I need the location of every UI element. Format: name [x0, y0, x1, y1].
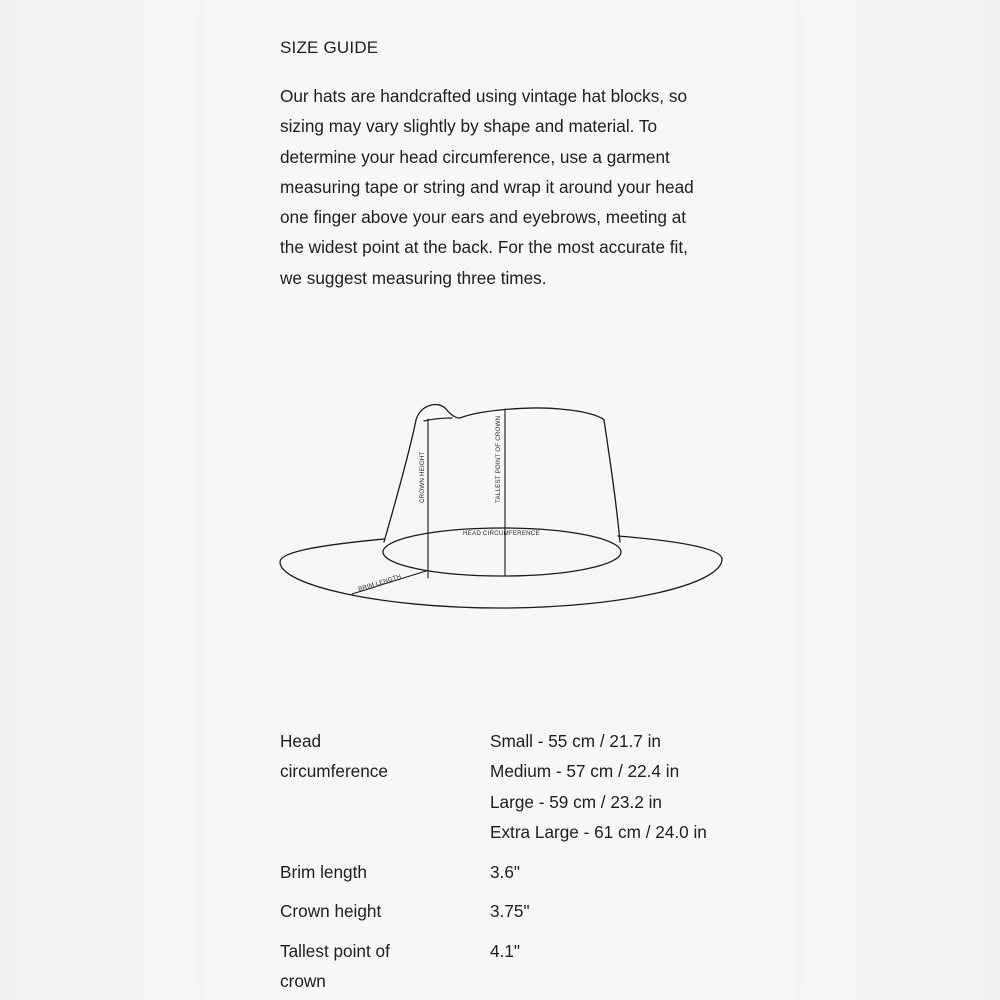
crown-height-label: CROWN HEIGHT — [419, 451, 426, 503]
intro-paragraph — [280, 81, 730, 293]
spec-value-head-circumference — [490, 726, 707, 847]
hat-diagram — [270, 395, 730, 620]
spec-label-line: crown — [280, 971, 326, 992]
intro-line: the widest point at the back. For the most accurate fit, — [280, 237, 688, 258]
spec-label-line: Crown height — [280, 901, 382, 921]
size-option: Extra Large - 61 cm / 24.0 in — [490, 821, 707, 842]
spec-label-line: Brim length — [280, 862, 367, 882]
spec-value-tallest-point — [490, 936, 520, 966]
spec-label-line: circumference — [280, 761, 388, 782]
size-option: Small - 55 cm / 21.7 in — [490, 731, 661, 751]
spec-value-line: 4.1" — [490, 941, 520, 961]
hat-crown-right-side — [604, 420, 620, 542]
intro-line: we suggest measuring three times. — [280, 267, 547, 288]
intro-line: one finger above your ears and eyebrows, meeting at — [280, 207, 687, 228]
head-circumference-label: HEAD CIRCUMFERENCE — [463, 530, 540, 537]
size-option: Medium - 57 cm / 22.4 in — [490, 761, 680, 782]
size-option: Large - 59 cm / 23.2 in — [490, 791, 662, 812]
hat-crown-left-side — [384, 420, 416, 542]
spec-label-tallest-point — [280, 936, 390, 997]
brim-length-label: BRIM LENGTH — [357, 573, 403, 593]
hat-brim-outline — [280, 536, 722, 608]
spec-label-head-circumference — [280, 726, 388, 787]
spec-label-line: Tallest point of — [280, 941, 390, 961]
spec-label-crown-height — [280, 896, 381, 926]
spec-value-line: 3.6" — [490, 862, 520, 882]
spec-value-line: 3.75" — [490, 901, 530, 921]
spec-label-brim-length — [280, 857, 367, 887]
spec-value-crown-height — [490, 896, 530, 926]
spec-value-brim-length — [490, 857, 520, 887]
intro-line: determine your head circumference, use a garment — [280, 146, 670, 167]
spec-label-line: Head — [280, 731, 322, 751]
intro-line: measuring tape or string and wrap it around your head — [280, 176, 694, 197]
page-title: SIZE GUIDE — [280, 38, 379, 57]
intro-line: sizing may vary slightly by shape and material. To — [280, 116, 658, 137]
intro-line: Our hats are handcrafted using vintage hat blocks, so — [280, 86, 688, 106]
tallest-point-label: TALLEST POINT OF CROWN — [495, 415, 502, 503]
